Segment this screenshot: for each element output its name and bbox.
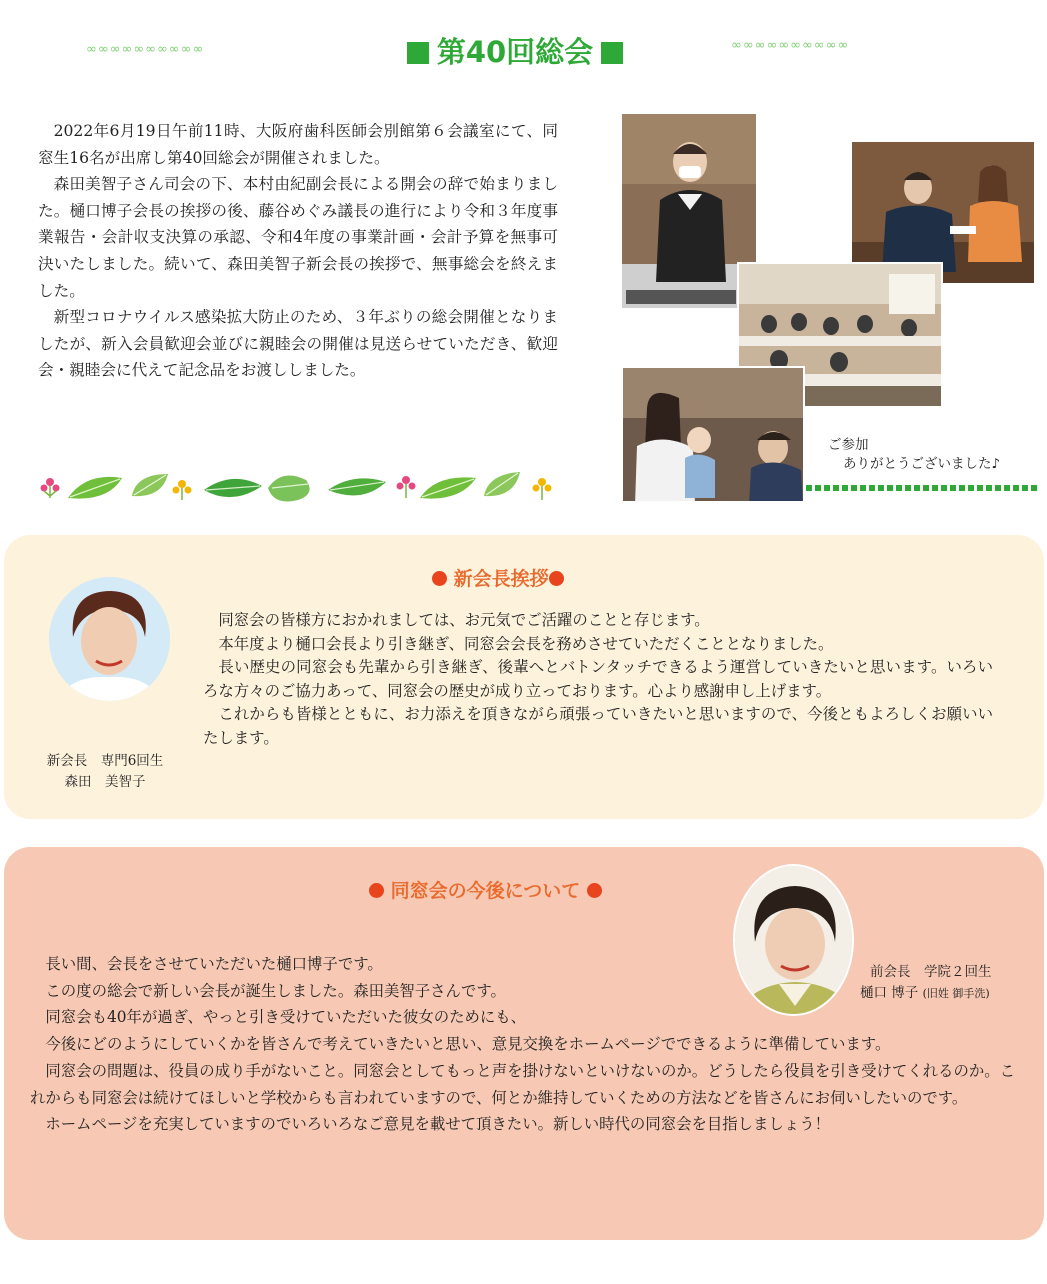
future-heading [369, 876, 602, 903]
bullet-dot-icon [587, 883, 602, 898]
flower-icon [41, 478, 60, 498]
leaf-decoration [36, 466, 556, 506]
flower-icon [173, 480, 192, 500]
page-title [380, 30, 650, 74]
new-president-heading [432, 564, 564, 591]
new-president-name: 森田 美智子 [64, 774, 146, 790]
heading-text: 同窓会の今後について [390, 880, 581, 902]
leaf-icon [268, 476, 310, 502]
bullet-dot-icon [549, 571, 564, 586]
future-paragraph: この度の総会で新しい会長が誕生しました。森田美智子さんです。 [45, 981, 506, 1000]
caption-line: ご参加 [828, 437, 869, 453]
former-president-role: 前会長 学院２回生 [870, 964, 992, 980]
caption-line: ありがとうございました♪ [843, 456, 1001, 472]
title-text: 第40回総会 [436, 35, 594, 69]
future-paragraph: 長い間、会長をさせていただいた樋口博子です。 [45, 955, 383, 973]
leaf-icon [328, 478, 386, 495]
future-text [30, 951, 1015, 1138]
report-paragraph: 森田美智子さん司会の下、本村由紀副会長による開会の辞で始まりました。樋口博子会長の挨拶の後、藤谷めぐみ議長の進行により令和３年度事業報告・会計収支決算の承認、令和4年度の事業計画・会計予算を無事可決いたしました。続いて、森田美智子新会長の挨拶で、無事総会を終えました。 [38, 175, 558, 300]
photo-baby [621, 366, 805, 503]
flower-icon [397, 476, 416, 498]
former-president-maiden-name: (旧姓 御手洗) [922, 987, 990, 1000]
header-deco-left: ∞∞∞∞∞∞∞∞∞∞ [86, 42, 205, 57]
greeting-paragraph: 同窓会の皆様方におかれましては、お元気でご活躍のことと存じます。 [218, 611, 710, 629]
future-paragraph: 同窓会も40年が過ぎ、やっと引き受けていただいた彼女のためにも、 [45, 1008, 527, 1027]
bullet-dot-icon [432, 571, 447, 586]
future-paragraph: ホームページを充実していますのでいろいろなご意見を載せて頂きたい。新しい時代の同窓会を目指しましょう！ [45, 1115, 831, 1134]
new-president-text [203, 609, 993, 750]
title-square-icon [601, 42, 623, 64]
new-president-role: 新会長 専門6回生 [46, 753, 164, 769]
photo-caption [828, 436, 1000, 474]
former-president-name: 樋口 博子 [860, 985, 919, 1001]
flower-icon [533, 478, 552, 500]
report-text [38, 118, 558, 384]
greeting-paragraph: 本年度より樋口会長より引き継ぎ、同窓会会長を務めさせていただくこととなりました。 [218, 634, 834, 653]
report-paragraph: 新型コロナウイルス感染拡大防止のため、３年ぶりの総会開催となりましたが、新入会員歓迎会並びに親睦会の開催は見送らせていただき、歓迎会・親睦会に代えて記念品をお渡ししました。 [38, 308, 558, 380]
bullet-dot-icon [369, 883, 384, 898]
new-president-name-block [30, 751, 180, 793]
report-paragraph: 2022年6月19日午前11時、大阪府歯科医師会別館第６会議室にて、同窓生16名が出席し第40回総会が開催されました。 [38, 122, 558, 167]
avatar-new-president [49, 577, 170, 701]
greeting-paragraph: 長い歴史の同窓会も先輩から引き継ぎ、後輩へとバトンタッチできるよう運営していきたいと思います。いろいろな方々のご協力あって、同窓会の歴史が成り立っております。心より感謝申し上げます。 [203, 658, 993, 700]
dotted-divider [806, 485, 1038, 491]
future-paragraph: 同窓会の問題は、役員の成り手がないこと。同窓会としてもっと声を掛けないといけないのか。どうしたら役員を引き受けてくれるのか。これからも同窓会は続けてほしいと学校からも言われていますので、何とか維持していくための方法などを皆さんにお伺いしたいのです。 [30, 1061, 1016, 1107]
header-deco-right: ∞∞∞∞∞∞∞∞∞∞ [731, 38, 850, 53]
greeting-paragraph: これからも皆様とともに、お力添えを頂きながら頑張っていきたいと思いますので、今後ともよろしくお願いいたします。 [203, 705, 993, 747]
title-square-icon [407, 42, 429, 64]
future-paragraph: 今後にどのようにしていくかを皆さんで考えていきたいと思い、意見交換をホームページでできるように準備しています。 [45, 1035, 891, 1054]
heading-text: 新会長挨拶 [453, 568, 549, 590]
